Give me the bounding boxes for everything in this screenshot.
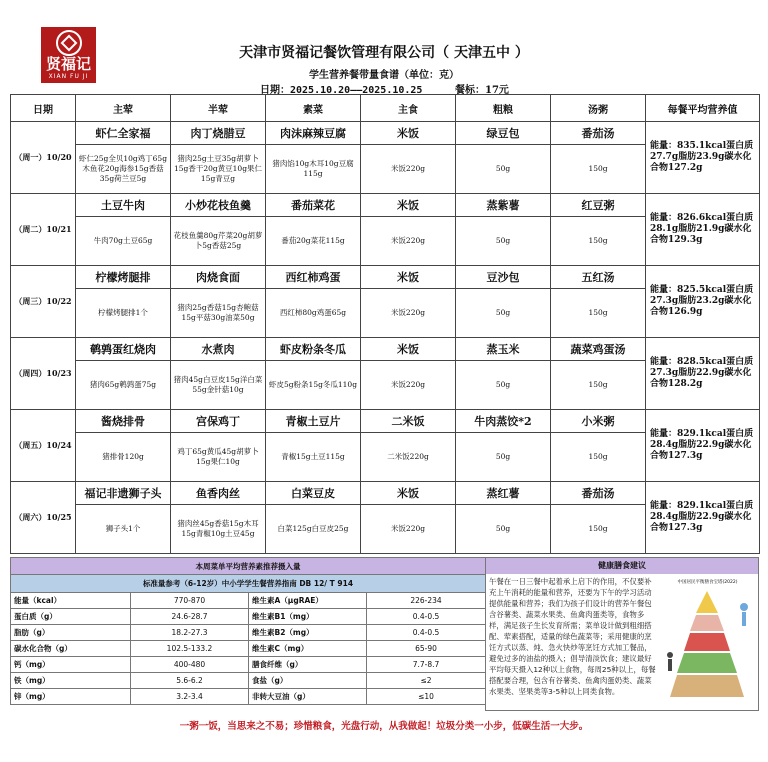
dish-name: 福记非遗狮子头 bbox=[76, 482, 171, 505]
dish-ingredients: 花枝鱼羹80g芹菜20g胡萝卜5g香菇25g bbox=[171, 217, 266, 266]
nutrient-intake-table bbox=[10, 557, 486, 705]
dish-name: 蒸紫薯 bbox=[456, 194, 551, 217]
nutrient-row bbox=[11, 609, 486, 625]
dish-name: 牛肉蒸饺*2 bbox=[456, 410, 551, 433]
dish-ingredients: 50g bbox=[456, 289, 551, 338]
date-range: 日期：2025.10.20——2025.10.25 bbox=[260, 85, 423, 96]
dish-ingredients: 二米饭220g bbox=[361, 433, 456, 482]
dish-name: 二米饭 bbox=[361, 410, 456, 433]
dish-ingredients: 50g bbox=[456, 505, 551, 554]
dish-name: 青椒土豆片 bbox=[266, 410, 361, 433]
dish-name: 五红汤 bbox=[551, 266, 646, 289]
nutrient-value: 24.6-28.7 bbox=[131, 609, 249, 625]
dish-ingredients: 猪肉45g白豆皮15g洋白菜55g金针菇10g bbox=[171, 361, 266, 410]
dish-ingredients: 狮子头1个 bbox=[76, 505, 171, 554]
nutrient-value: 65-90 bbox=[367, 641, 486, 657]
nutrient-label: 维生素A（μgRAE） bbox=[249, 593, 367, 609]
dish-ingredients: 虾皮5g粉条15g冬瓜110g bbox=[266, 361, 361, 410]
dish-name: 宫保鸡丁 bbox=[171, 410, 266, 433]
nutrient-standard-row bbox=[11, 575, 486, 593]
nutrient-row bbox=[11, 641, 486, 657]
dish-name: 米饭 bbox=[361, 266, 456, 289]
dish-name: 蔬菜鸡蛋汤 bbox=[551, 338, 646, 361]
menu-dish-row bbox=[11, 338, 760, 361]
dish-name: 米饭 bbox=[361, 122, 456, 145]
bottom-section bbox=[10, 557, 759, 711]
dish-name: 西红柿鸡蛋 bbox=[266, 266, 361, 289]
table-header-row bbox=[11, 95, 760, 122]
nutrient-label: 维生素C（mg） bbox=[249, 641, 367, 657]
healthy-diet-tips bbox=[485, 557, 759, 711]
dish-ingredients: 50g bbox=[456, 145, 551, 194]
nutrient-value: 0.4-0.5 bbox=[367, 625, 486, 641]
nutrient-label: 铁（mg） bbox=[11, 673, 131, 689]
dish-name: 蒸玉米 bbox=[456, 338, 551, 361]
nutrient-row bbox=[11, 689, 486, 705]
day-cell: （周六）10/25 bbox=[11, 482, 76, 554]
dish-ingredients: 牛肉70g土豆65g bbox=[76, 217, 171, 266]
nutrient-table-title-row bbox=[11, 558, 486, 575]
dish-name: 酱烧排骨 bbox=[76, 410, 171, 433]
menu-dish-row bbox=[11, 194, 760, 217]
nutrition-value: 能量：828.5kcal蛋白质27.3g脂肪22.9g碳水化合物128.2g bbox=[646, 338, 760, 410]
dish-ingredients: 番茄20g菜花115g bbox=[266, 217, 361, 266]
nutrient-label: 钙（mg） bbox=[11, 657, 131, 673]
menu-dish-row bbox=[11, 482, 760, 505]
col-header: 日期 bbox=[11, 95, 76, 122]
pyramid-title: 中国居民平衡膳食宝塔(2022) bbox=[677, 580, 738, 585]
dish-name: 土豆牛肉 bbox=[76, 194, 171, 217]
dish-name: 番茄汤 bbox=[551, 482, 646, 505]
day-cell: （周三）10/22 bbox=[11, 266, 76, 338]
dish-ingredients: 米饭220g bbox=[361, 289, 456, 338]
nutrient-value: 7.7-8.7 bbox=[367, 657, 486, 673]
day-cell: （周一）10/20 bbox=[11, 122, 76, 194]
nutrient-label: 非转大豆油（g） bbox=[249, 689, 367, 705]
meal-fee: 餐标：17元 bbox=[455, 85, 509, 96]
logo-subtext: XIAN FU JI bbox=[48, 73, 89, 80]
dish-ingredients: 鸡丁65g黄瓜45g胡萝卜15g果仁10g bbox=[171, 433, 266, 482]
nutrient-value: 770-870 bbox=[131, 593, 249, 609]
dish-ingredients: 50g bbox=[456, 433, 551, 482]
col-header: 主食 bbox=[361, 95, 456, 122]
nutrient-label: 锌（mg） bbox=[11, 689, 131, 705]
nutrient-row bbox=[11, 625, 486, 641]
nutrition-value: 能量：825.5kcal蛋白质27.3g脂肪23.2g碳水化合物126.9g bbox=[646, 266, 760, 338]
day-cell: （周五）10/24 bbox=[11, 410, 76, 482]
menu-dish-row bbox=[11, 266, 760, 289]
nutrient-row bbox=[11, 657, 486, 673]
col-header: 粗粮 bbox=[456, 95, 551, 122]
dish-ingredients: 猪肉25g香菇15g杏鲍菇15g平菇30g油菜50g bbox=[171, 289, 266, 338]
nutrient-label: 碳水化合物（g） bbox=[11, 641, 131, 657]
dish-ingredients: 150g bbox=[551, 433, 646, 482]
dish-ingredients: 猪肉馅10g木耳10g豆腐115g bbox=[266, 145, 361, 194]
dish-ingredients: 猪排骨120g bbox=[76, 433, 171, 482]
dish-name: 小炒花枝鱼羹 bbox=[171, 194, 266, 217]
company-title: 天津市贤福记餐饮管理有限公司（ 天津五中 ） bbox=[239, 45, 529, 61]
dish-ingredients: 青椒15g土豆115g bbox=[266, 433, 361, 482]
col-header: 每餐平均营养值 bbox=[646, 95, 760, 122]
nutrient-value: 5.6-6.2 bbox=[131, 673, 249, 689]
dish-ingredients: 西红柿80g鸡蛋65g bbox=[266, 289, 361, 338]
dish-ingredients: 50g bbox=[456, 217, 551, 266]
dish-ingredients: 150g bbox=[551, 505, 646, 554]
nutrient-table-title: 本周菜单平均营养素推荐摄入量 bbox=[11, 558, 486, 575]
nutrient-value: ≤10 bbox=[367, 689, 486, 705]
slogan: 一粥一饭，当思来之不易；珍惜粮食，光盘行动，从我做起！垃圾分类一小步，低碳生活一大步。 bbox=[179, 721, 589, 732]
dish-name: 小米粥 bbox=[551, 410, 646, 433]
dish-name: 红豆粥 bbox=[551, 194, 646, 217]
dish-name: 番茄菜花 bbox=[266, 194, 361, 217]
dish-name: 绿豆包 bbox=[456, 122, 551, 145]
nutrient-value: 400-480 bbox=[131, 657, 249, 673]
dish-ingredients: 虾仁25g全贝10g鸡丁65g木鱼花20g海参15g香菇35g荷兰豆5g bbox=[76, 145, 171, 194]
nutrient-row bbox=[11, 673, 486, 689]
nutrient-label: 膳食纤维（g） bbox=[249, 657, 367, 673]
tips-text: 午餐在一日三餐中起着承上启下的作用，不仅要补充上午消耗的能量和营养，还要为下午的学习活动提供能量和营养；我们为孩子们设计的营养午餐包含谷薯类、蔬菜水果类、鱼禽肉蛋类等，食物多样，满足孩子生长发育所需；菜单设计做到粗细搭配、荤素搭配，适量的绿色蔬菜等；采用健康的烹饪方式以蒸、炖、急火快炒等烹饪方式加工餐品，避免过多的油盐的摄入；倡导清淡饮食；建议最好平均每天摄入12种以上食物，每周25种以上，每餐搭配要合理，包含有谷薯类、鱼禽肉蛋奶类、蔬菜水果类、坚果类等3-5种以上同类食物。 bbox=[489, 577, 656, 696]
nutrient-value: 102.5-133.2 bbox=[131, 641, 249, 657]
dish-name: 白菜豆皮 bbox=[266, 482, 361, 505]
nutrient-label: 维生素B1（mg） bbox=[249, 609, 367, 625]
col-header: 素菜 bbox=[266, 95, 361, 122]
dish-name: 鱼香肉丝 bbox=[171, 482, 266, 505]
weekly-menu-table bbox=[10, 94, 760, 554]
nutrient-standard: 标准量参考（6-12岁）中小学学生餐营养指南 DB 12/ T 914 bbox=[11, 575, 486, 593]
logo-text: 贤福记 bbox=[45, 55, 91, 73]
dish-ingredients: 米饭220g bbox=[361, 145, 456, 194]
dish-ingredients: 50g bbox=[456, 361, 551, 410]
dish-name: 虾仁全家福 bbox=[76, 122, 171, 145]
nutrition-value: 能量：835.1kcal蛋白质27.7g脂肪23.9g碳水化合物127.2g bbox=[646, 122, 760, 194]
menu-subtitle: 学生营养餐带量食谱（单位：克） bbox=[309, 70, 459, 81]
menu-dish-row bbox=[11, 410, 760, 433]
nutrition-value: 能量：826.6kcal蛋白质28.1g脂肪21.9g碳水化合物129.3g bbox=[646, 194, 760, 266]
dish-name: 虾皮粉条冬瓜 bbox=[266, 338, 361, 361]
dish-name: 番茄汤 bbox=[551, 122, 646, 145]
dish-name: 米饭 bbox=[361, 482, 456, 505]
dish-ingredients: 猪肉25g土豆35g胡萝卜15g香干20g黄豆10g果仁15g青豆g bbox=[171, 145, 266, 194]
nutrition-value: 能量：829.1kcal蛋白质28.4g脂肪22.9g碳水化合物127.3g bbox=[646, 482, 760, 554]
nutrient-value: ≤2 bbox=[367, 673, 486, 689]
food-pyramid-icon bbox=[660, 585, 755, 703]
dish-ingredients: 白菜125g白豆皮25g bbox=[266, 505, 361, 554]
food-pyramid-image bbox=[660, 580, 755, 706]
col-header: 主荤 bbox=[76, 95, 171, 122]
day-cell: （周二）10/21 bbox=[11, 194, 76, 266]
nutrient-label: 食盐（g） bbox=[249, 673, 367, 689]
nutrient-label: 脂肪（g） bbox=[11, 625, 131, 641]
tips-title: 健康膳食建议 bbox=[486, 558, 758, 574]
nutrient-label: 蛋白质（g） bbox=[11, 609, 131, 625]
dish-ingredients: 米饭220g bbox=[361, 361, 456, 410]
dish-name: 豆沙包 bbox=[456, 266, 551, 289]
dish-ingredients: 米饭220g bbox=[361, 505, 456, 554]
nutrient-label: 维生素B2（mg） bbox=[249, 625, 367, 641]
dish-ingredients: 150g bbox=[551, 217, 646, 266]
dish-ingredients: 猪肉丝45g香菇15g木耳15g青椒10g土豆45g bbox=[171, 505, 266, 554]
nutrient-row bbox=[11, 593, 486, 609]
dish-name: 蒸红薯 bbox=[456, 482, 551, 505]
dish-name: 鹌鹑蛋红烧肉 bbox=[76, 338, 171, 361]
dish-ingredients: 150g bbox=[551, 289, 646, 338]
dish-name: 水煮肉 bbox=[171, 338, 266, 361]
dish-ingredients: 猪肉65g鹌鹑蛋75g bbox=[76, 361, 171, 410]
nutrient-value: 0.4-0.5 bbox=[367, 609, 486, 625]
dish-ingredients: 150g bbox=[551, 145, 646, 194]
dish-ingredients: 150g bbox=[551, 361, 646, 410]
nutrition-value: 能量：829.1kcal蛋白质28.4g脂肪22.9g碳水化合物127.3g bbox=[646, 410, 760, 482]
dish-name: 肉沫麻辣豆腐 bbox=[266, 122, 361, 145]
nutrient-value: 226-234 bbox=[367, 593, 486, 609]
col-header: 汤粥 bbox=[551, 95, 646, 122]
nutrient-value: 18.2-27.3 bbox=[131, 625, 249, 641]
dish-name: 肉丁烧腊豆 bbox=[171, 122, 266, 145]
day-cell: （周四）10/23 bbox=[11, 338, 76, 410]
dish-name: 肉烧食面 bbox=[171, 266, 266, 289]
dish-ingredients: 柠檬烤腿排1个 bbox=[76, 289, 171, 338]
nutrient-label: 能量（kcal） bbox=[11, 593, 131, 609]
dish-name: 米饭 bbox=[361, 338, 456, 361]
menu-dish-row bbox=[11, 122, 760, 145]
dish-name: 米饭 bbox=[361, 194, 456, 217]
col-header: 半荤 bbox=[171, 95, 266, 122]
nutrient-value: 3.2-3.4 bbox=[131, 689, 249, 705]
dish-name: 柠檬烤腿排 bbox=[76, 266, 171, 289]
dish-ingredients: 米饭220g bbox=[361, 217, 456, 266]
